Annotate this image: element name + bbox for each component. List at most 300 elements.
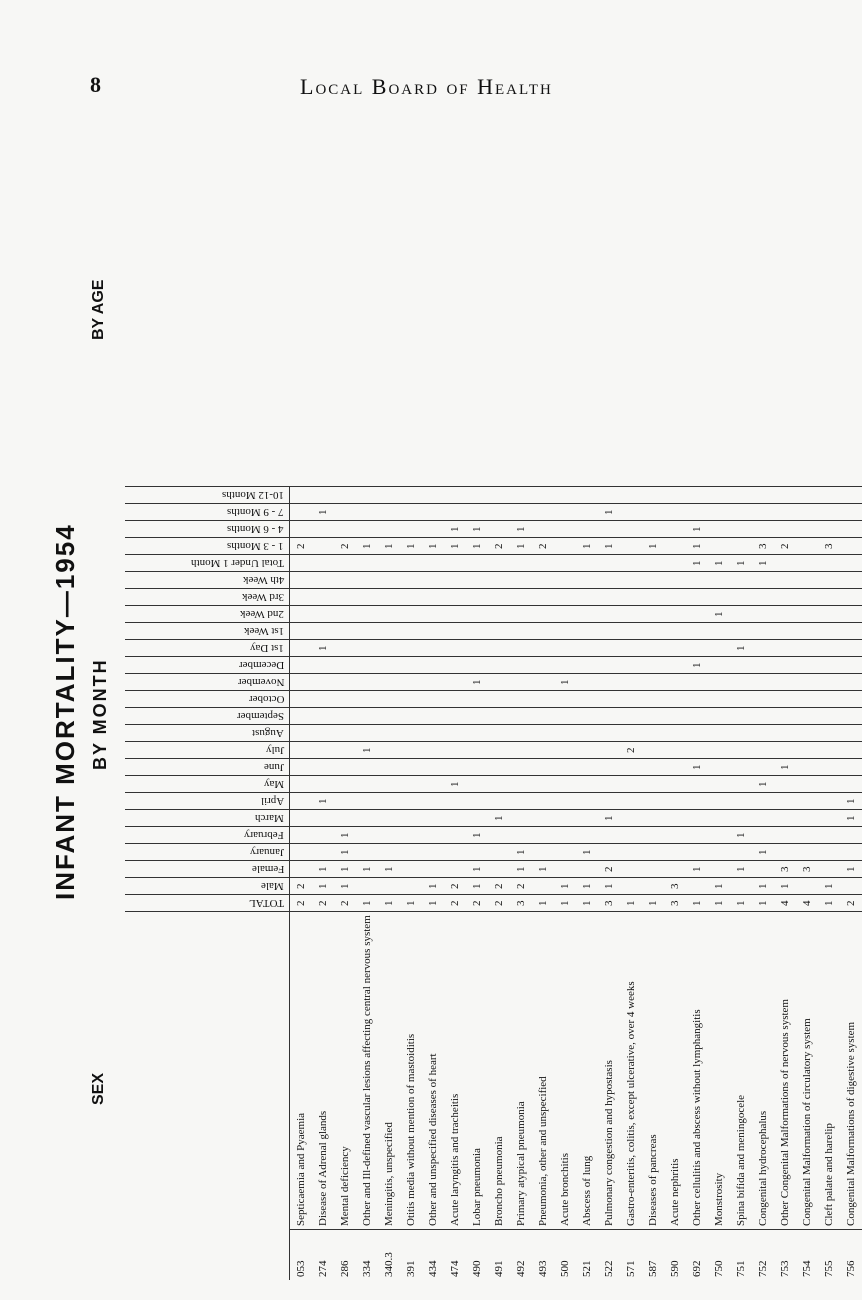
count-cell xyxy=(378,606,400,623)
count-cell xyxy=(796,844,818,861)
count-cell xyxy=(422,504,444,521)
count-cell: 1 xyxy=(532,861,554,878)
count-cell xyxy=(818,776,840,793)
count-cell xyxy=(290,555,313,572)
count-cell xyxy=(664,657,686,674)
cause-of-death: Meningitis, unspecified xyxy=(378,912,400,1230)
count-cell: 1 xyxy=(818,895,840,912)
count-cell xyxy=(400,589,422,606)
count-cell xyxy=(422,742,444,759)
count-cell xyxy=(576,793,598,810)
count-cell xyxy=(686,623,708,640)
count-cell xyxy=(334,776,356,793)
count-cell xyxy=(708,487,730,504)
count-cell xyxy=(400,827,422,844)
count-cell xyxy=(290,861,313,878)
count-cell xyxy=(730,572,752,589)
count-cell xyxy=(840,606,862,623)
count-cell xyxy=(686,708,708,725)
count-cell xyxy=(312,572,334,589)
column-header-label: 1 - 3 Months xyxy=(227,540,284,553)
column-header xyxy=(125,504,290,521)
count-cell xyxy=(620,691,642,708)
count-cell xyxy=(730,657,752,674)
table-row xyxy=(334,487,356,1280)
count-cell xyxy=(400,793,422,810)
column-header xyxy=(125,827,290,844)
count-cell xyxy=(752,657,774,674)
count-cell xyxy=(312,742,334,759)
count-cell: 1 xyxy=(356,538,378,555)
count-cell xyxy=(642,674,664,691)
count-cell xyxy=(466,810,488,827)
count-cell xyxy=(312,725,334,742)
count-cell xyxy=(730,810,752,827)
count-cell xyxy=(598,487,620,504)
count-cell xyxy=(378,742,400,759)
count-cell xyxy=(378,844,400,861)
icd-code: 751 xyxy=(730,1230,752,1281)
count-cell xyxy=(620,776,642,793)
count-cell xyxy=(356,504,378,521)
column-header xyxy=(125,691,290,708)
count-cell xyxy=(664,725,686,742)
count-cell xyxy=(598,589,620,606)
count-cell xyxy=(356,776,378,793)
count-cell xyxy=(488,759,510,776)
count-cell: 1 xyxy=(708,895,730,912)
count-cell xyxy=(796,538,818,555)
count-cell xyxy=(730,725,752,742)
cause-of-death: Diseases of pancreas xyxy=(642,912,664,1230)
count-cell xyxy=(444,759,466,776)
count-cell xyxy=(796,708,818,725)
column-header xyxy=(125,861,290,878)
count-cell xyxy=(708,623,730,640)
count-cell xyxy=(752,487,774,504)
count-cell xyxy=(752,589,774,606)
icd-code: 053 xyxy=(290,1230,313,1281)
count-cell xyxy=(510,810,532,827)
count-cell: 1 xyxy=(400,538,422,555)
icd-code: 750 xyxy=(708,1230,730,1281)
count-cell xyxy=(356,691,378,708)
count-cell xyxy=(642,861,664,878)
count-cell xyxy=(686,844,708,861)
count-cell xyxy=(378,759,400,776)
count-cell: 1 xyxy=(554,878,576,895)
count-cell xyxy=(532,487,554,504)
count-cell: 1 xyxy=(730,555,752,572)
count-cell xyxy=(488,555,510,572)
count-cell xyxy=(290,725,313,742)
count-cell xyxy=(312,674,334,691)
count-cell xyxy=(818,844,840,861)
count-cell xyxy=(664,844,686,861)
count-cell xyxy=(554,606,576,623)
count-cell xyxy=(488,487,510,504)
count-cell: 1 xyxy=(576,878,598,895)
count-cell xyxy=(422,759,444,776)
count-cell xyxy=(488,742,510,759)
count-cell xyxy=(400,657,422,674)
count-cell xyxy=(400,878,422,895)
column-header xyxy=(125,844,290,861)
count-cell xyxy=(664,759,686,776)
count-cell xyxy=(378,640,400,657)
count-cell xyxy=(752,691,774,708)
count-cell xyxy=(708,657,730,674)
count-cell xyxy=(642,572,664,589)
count-cell xyxy=(774,691,796,708)
table-row xyxy=(488,487,510,1280)
cause-of-death: Acute nephritis xyxy=(664,912,686,1230)
count-cell xyxy=(708,861,730,878)
count-cell xyxy=(400,742,422,759)
count-cell xyxy=(444,810,466,827)
count-cell xyxy=(818,589,840,606)
count-cell xyxy=(444,708,466,725)
count-cell xyxy=(576,708,598,725)
count-cell xyxy=(708,725,730,742)
count-cell xyxy=(620,538,642,555)
count-cell xyxy=(796,589,818,606)
count-cell xyxy=(444,725,466,742)
count-cell xyxy=(488,606,510,623)
count-cell xyxy=(378,487,400,504)
count-cell: 2 xyxy=(488,878,510,895)
count-cell xyxy=(730,708,752,725)
count-cell xyxy=(356,844,378,861)
table-row xyxy=(422,487,444,1280)
count-cell: 1 xyxy=(532,895,554,912)
count-cell xyxy=(422,674,444,691)
cause-of-death: Abscess of lung xyxy=(576,912,598,1230)
count-cell xyxy=(444,742,466,759)
count-cell: 3 xyxy=(818,538,840,555)
count-cell xyxy=(730,487,752,504)
count-cell xyxy=(334,589,356,606)
count-cell xyxy=(642,810,664,827)
count-cell xyxy=(664,606,686,623)
count-cell xyxy=(444,861,466,878)
icd-code: 754 xyxy=(796,1230,818,1281)
count-cell xyxy=(576,759,598,776)
count-cell: 1 xyxy=(312,861,334,878)
count-cell xyxy=(312,759,334,776)
column-header xyxy=(125,572,290,589)
count-cell xyxy=(554,708,576,725)
count-cell: 1 xyxy=(554,674,576,691)
count-cell xyxy=(466,742,488,759)
count-cell: 1 xyxy=(818,878,840,895)
count-cell xyxy=(796,878,818,895)
count-cell xyxy=(400,776,422,793)
count-cell xyxy=(796,623,818,640)
column-header-label: 3rd Week xyxy=(242,591,284,604)
count-cell xyxy=(510,640,532,657)
count-cell xyxy=(510,589,532,606)
count-cell xyxy=(818,640,840,657)
table-body xyxy=(290,487,862,1280)
cause-of-death: Other and unspecified diseases of heart xyxy=(422,912,444,1230)
count-cell xyxy=(796,827,818,844)
count-cell xyxy=(840,759,862,776)
icd-code: 286 xyxy=(334,1230,356,1281)
count-cell xyxy=(312,776,334,793)
count-cell xyxy=(466,606,488,623)
count-cell xyxy=(576,810,598,827)
count-cell: 4 xyxy=(774,895,796,912)
table-row xyxy=(598,487,620,1280)
count-cell xyxy=(840,555,862,572)
count-cell xyxy=(312,623,334,640)
count-cell xyxy=(554,861,576,878)
count-cell xyxy=(708,776,730,793)
count-cell xyxy=(598,555,620,572)
count-cell xyxy=(554,725,576,742)
count-cell xyxy=(774,521,796,538)
icd-code: 590 xyxy=(664,1230,686,1281)
count-cell xyxy=(840,640,862,657)
count-cell xyxy=(554,487,576,504)
count-cell: 1 xyxy=(730,640,752,657)
count-cell xyxy=(290,487,313,504)
count-cell xyxy=(774,742,796,759)
count-cell xyxy=(620,521,642,538)
count-cell xyxy=(686,810,708,827)
count-cell xyxy=(840,776,862,793)
column-header-label: August xyxy=(252,727,284,740)
count-cell xyxy=(818,623,840,640)
count-cell xyxy=(752,640,774,657)
count-cell xyxy=(312,606,334,623)
icd-code: 334 xyxy=(356,1230,378,1281)
count-cell xyxy=(818,521,840,538)
count-cell xyxy=(510,827,532,844)
count-cell: 1 xyxy=(510,861,532,878)
count-cell xyxy=(488,725,510,742)
cause-of-death: Other cellulitis and abscess without lymphangitis xyxy=(686,912,708,1230)
count-cell xyxy=(510,725,532,742)
count-cell xyxy=(642,844,664,861)
count-cell xyxy=(774,708,796,725)
cause-of-death: Pneumonia, other and unspecified xyxy=(532,912,554,1230)
column-header xyxy=(125,521,290,538)
count-cell xyxy=(840,572,862,589)
cause-of-death: Primary atypical pneumonia xyxy=(510,912,532,1230)
count-cell xyxy=(356,878,378,895)
count-cell xyxy=(774,555,796,572)
count-cell xyxy=(686,878,708,895)
count-cell xyxy=(818,674,840,691)
page-number: 8 xyxy=(90,72,101,97)
count-cell: 1 xyxy=(686,861,708,878)
count-cell xyxy=(708,810,730,827)
count-cell xyxy=(532,521,554,538)
count-cell xyxy=(664,555,686,572)
count-cell: 2 xyxy=(290,878,313,895)
count-cell xyxy=(598,708,620,725)
count-cell xyxy=(598,759,620,776)
column-header-label: 4th Week xyxy=(242,574,284,587)
count-cell xyxy=(708,793,730,810)
count-cell xyxy=(620,759,642,776)
count-cell xyxy=(290,742,313,759)
count-cell xyxy=(818,606,840,623)
cause-of-death: Other and Ill-defined vascular lesions affecting central nervous system xyxy=(356,912,378,1230)
count-cell xyxy=(818,657,840,674)
count-cell xyxy=(356,623,378,640)
table-row xyxy=(466,487,488,1280)
table-row xyxy=(444,487,466,1280)
column-header-label: October xyxy=(248,693,284,706)
count-cell xyxy=(840,878,862,895)
count-cell: 1 xyxy=(620,895,642,912)
count-cell xyxy=(356,640,378,657)
count-cell xyxy=(840,742,862,759)
count-cell xyxy=(554,742,576,759)
count-cell xyxy=(312,538,334,555)
count-cell: 1 xyxy=(598,504,620,521)
column-header-label: November xyxy=(237,676,284,689)
count-cell xyxy=(840,844,862,861)
count-cell xyxy=(752,810,774,827)
count-cell xyxy=(510,487,532,504)
table-row xyxy=(642,487,664,1280)
count-cell xyxy=(664,776,686,793)
count-cell xyxy=(334,742,356,759)
count-cell xyxy=(444,674,466,691)
count-cell xyxy=(378,623,400,640)
count-cell: 1 xyxy=(598,878,620,895)
count-cell: 2 xyxy=(334,895,356,912)
count-cell xyxy=(774,487,796,504)
count-cell: 1 xyxy=(334,844,356,861)
count-cell xyxy=(664,742,686,759)
cause-of-death: Acute laryngitis and tracheitis xyxy=(444,912,466,1230)
count-cell xyxy=(664,538,686,555)
count-cell xyxy=(796,521,818,538)
count-cell xyxy=(840,827,862,844)
count-cell xyxy=(620,572,642,589)
icd-code: 493 xyxy=(532,1230,554,1281)
icd-code: 391 xyxy=(400,1230,422,1281)
count-cell xyxy=(686,504,708,521)
column-header xyxy=(125,708,290,725)
count-cell xyxy=(752,793,774,810)
table-row xyxy=(664,487,686,1280)
count-cell xyxy=(664,691,686,708)
count-cell xyxy=(422,487,444,504)
count-cell xyxy=(356,521,378,538)
count-cell: 1 xyxy=(510,844,532,861)
icd-code: 490 xyxy=(466,1230,488,1281)
count-cell xyxy=(708,521,730,538)
icd-code: 692 xyxy=(686,1230,708,1281)
count-cell: 1 xyxy=(752,844,774,861)
count-cell xyxy=(576,861,598,878)
column-header xyxy=(125,555,290,572)
column-header-label: April xyxy=(260,795,284,808)
count-cell: 1 xyxy=(422,878,444,895)
count-cell xyxy=(532,606,554,623)
count-cell xyxy=(378,878,400,895)
count-cell xyxy=(444,844,466,861)
count-cell xyxy=(444,640,466,657)
count-cell: 3 xyxy=(796,861,818,878)
count-cell xyxy=(576,640,598,657)
group-label-sex: SEX xyxy=(90,1072,107,1105)
count-cell xyxy=(554,793,576,810)
count-cell xyxy=(532,759,554,776)
count-cell: 1 xyxy=(774,878,796,895)
count-cell xyxy=(400,708,422,725)
count-cell xyxy=(290,844,313,861)
count-cell: 1 xyxy=(686,521,708,538)
icd-code: 521 xyxy=(576,1230,598,1281)
count-cell xyxy=(554,572,576,589)
count-cell xyxy=(598,606,620,623)
count-cell xyxy=(730,521,752,538)
count-cell xyxy=(400,555,422,572)
count-cell xyxy=(840,725,862,742)
count-cell: 1 xyxy=(642,538,664,555)
count-cell: 2 xyxy=(598,861,620,878)
column-header xyxy=(125,640,290,657)
count-cell xyxy=(554,538,576,555)
count-cell xyxy=(686,793,708,810)
count-cell: 1 xyxy=(356,861,378,878)
icd-code: 340.3 xyxy=(378,1230,400,1281)
cause-of-death: Other Congenital Malformations of nervous system xyxy=(774,912,796,1230)
count-cell: 1 xyxy=(488,810,510,827)
count-cell xyxy=(752,742,774,759)
count-cell xyxy=(554,657,576,674)
count-cell xyxy=(752,827,774,844)
count-cell: 1 xyxy=(840,793,862,810)
count-cell xyxy=(642,878,664,895)
column-header xyxy=(125,759,290,776)
count-cell xyxy=(642,827,664,844)
icd-code: 756 xyxy=(840,1230,862,1281)
count-cell xyxy=(840,708,862,725)
count-cell xyxy=(466,640,488,657)
column-header xyxy=(125,742,290,759)
count-cell xyxy=(554,776,576,793)
count-cell xyxy=(598,742,620,759)
count-cell xyxy=(774,504,796,521)
count-cell xyxy=(400,623,422,640)
count-cell: 3 xyxy=(664,878,686,895)
count-cell xyxy=(598,674,620,691)
count-cell xyxy=(312,589,334,606)
count-cell xyxy=(642,691,664,708)
count-cell xyxy=(290,776,313,793)
count-cell xyxy=(576,555,598,572)
icd-code: 571 xyxy=(620,1230,642,1281)
count-cell xyxy=(290,674,313,691)
count-cell xyxy=(378,555,400,572)
cause-of-death: Pulmonary congestion and hypostasis xyxy=(598,912,620,1230)
count-cell: 1 xyxy=(708,555,730,572)
count-cell xyxy=(488,521,510,538)
count-cell xyxy=(554,759,576,776)
count-cell xyxy=(752,674,774,691)
count-cell xyxy=(818,725,840,742)
count-cell: 1 xyxy=(400,895,422,912)
count-cell xyxy=(334,708,356,725)
